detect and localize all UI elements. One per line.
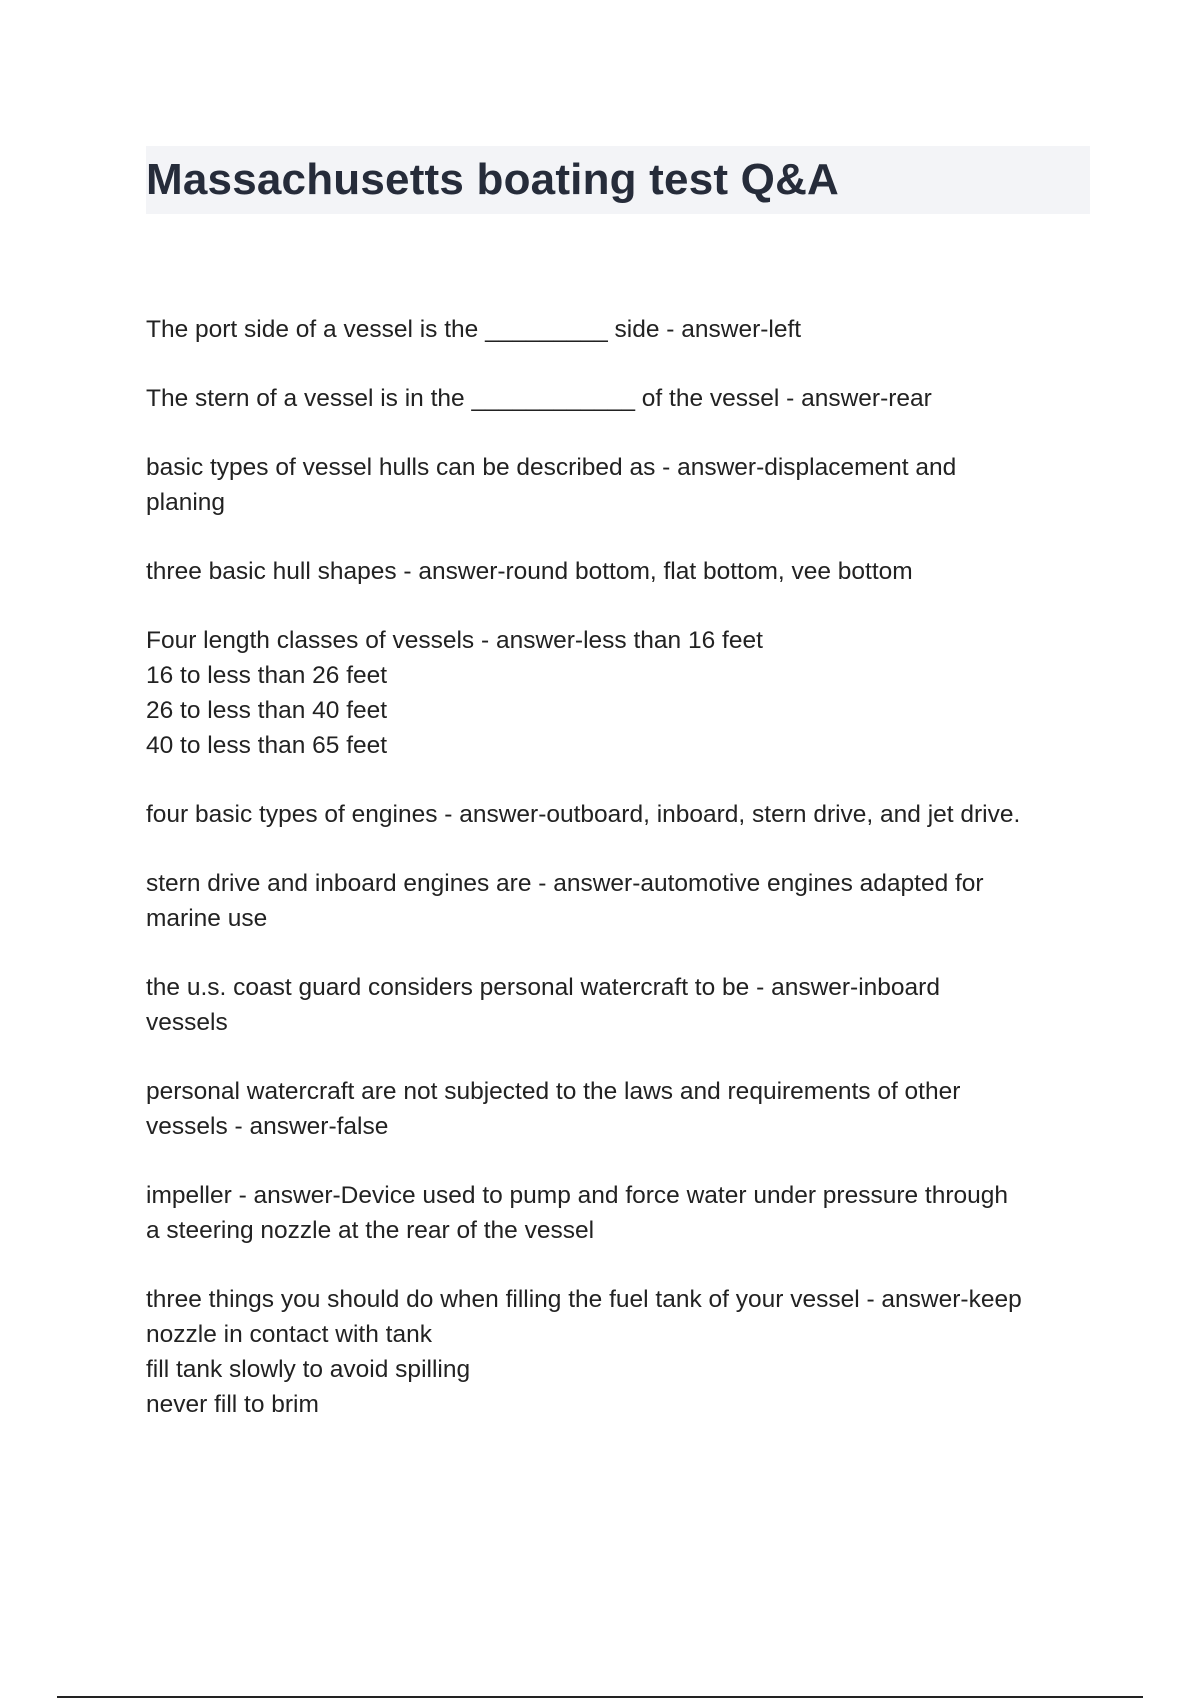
- qa-item: personal watercraft are not subjected to the laws and requirements of other vessels - answer-false: [146, 1078, 961, 1140]
- qa-item: three basic hull shapes - answer-round bottom, flat bottom, vee bottom: [146, 558, 913, 585]
- qa-item: The port side of a vessel is the _________ side - answer-left: [146, 316, 802, 343]
- qa-item: four basic types of engines - answer-outboard, inboard, stern drive, and jet drive.: [146, 801, 1021, 828]
- qa-item: impeller - answer-Device used to pump and force water under pressure through a steering nozzle at the rear of the vessel: [146, 1182, 1009, 1244]
- qa-item: basic types of vessel hulls can be described as - answer-displacement and planing: [146, 454, 957, 516]
- qa-item: The stern of a vessel is in the ____________ of the vessel - answer-rear: [146, 385, 932, 412]
- title-banner: [146, 146, 1090, 214]
- qa-item: the u.s. coast guard considers personal watercraft to be - answer-inboard vessels: [146, 974, 940, 1036]
- qa-list: [146, 312, 1096, 1456]
- qa-item: stern drive and inboard engines are - answer-automotive engines adapted for marine use: [146, 870, 984, 932]
- qa-item: Four length classes of vessels - answer-less than 16 feet 16 to less than 26 feet 26 to less than 40 feet 40 to less than 65 feet: [146, 627, 763, 759]
- footer-divider: [57, 1696, 1143, 1698]
- page-title: Massachusetts boating test Q&A: [146, 155, 840, 204]
- qa-item: three things you should do when filling the fuel tank of your vessel - answer-keep nozzle in contact with tank fill tank slowly to avoid spilling never fill to brim: [146, 1286, 1022, 1418]
